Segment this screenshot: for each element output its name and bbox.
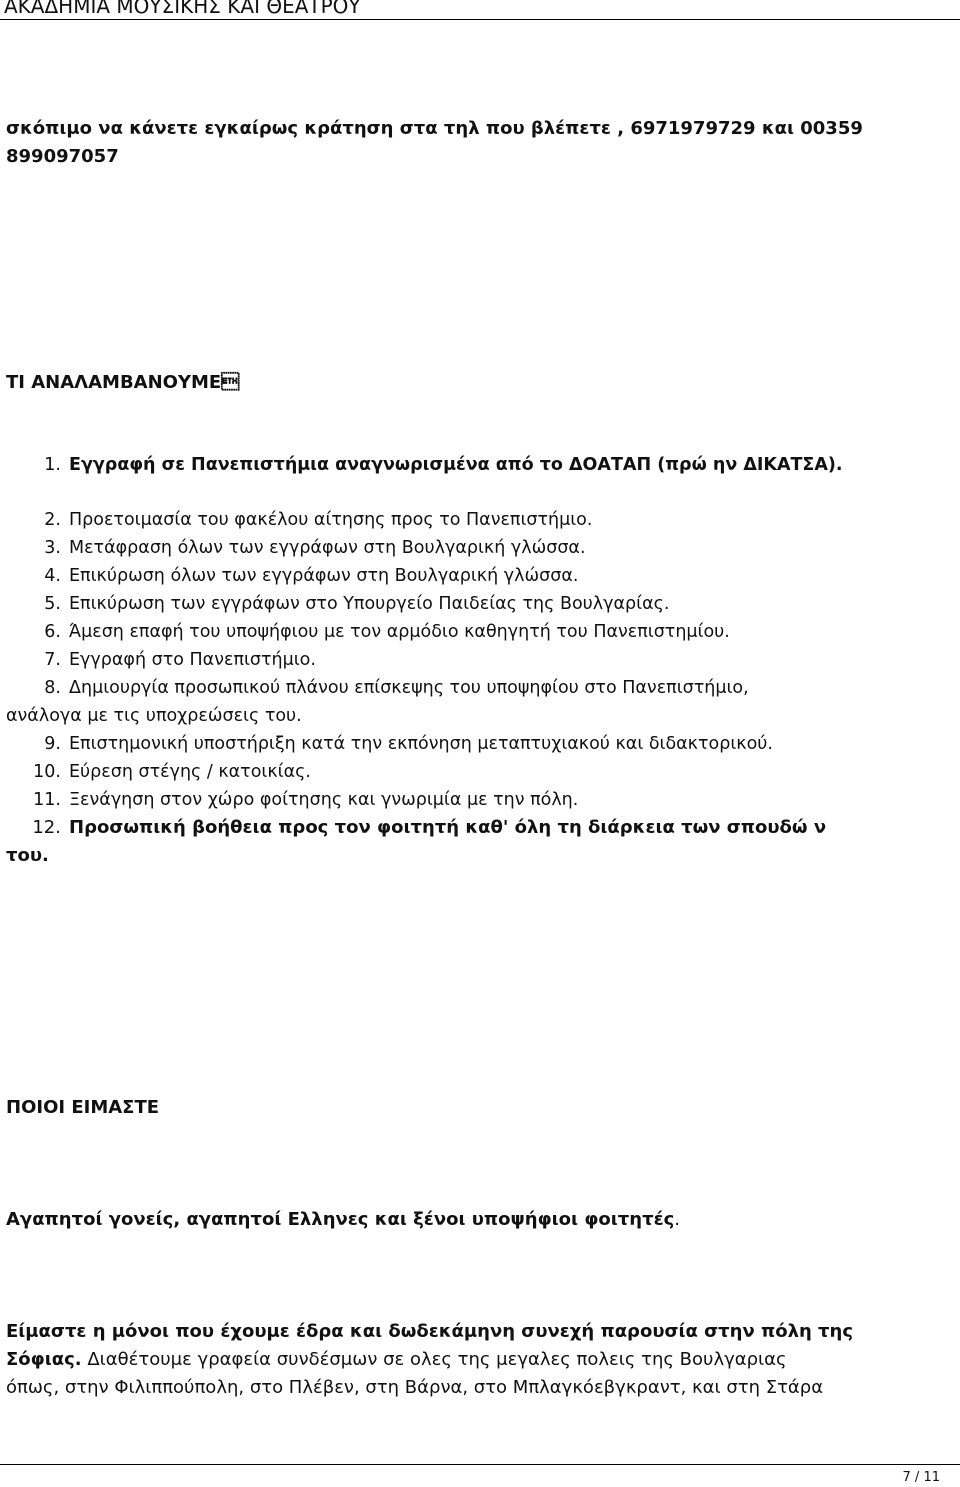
list-item (6, 734, 773, 754)
list-item (6, 510, 592, 530)
city-name: Σόφιας. (6, 1349, 82, 1370)
about-us-heading: ΠΟΙΟΙ ΕΙΜΑΣΤΕ (6, 1097, 160, 1118)
about-paragraph-line-1: Είμαστε η μόνοι που έχουμε έδρα και δωδεκάμηνη συνεχή παρουσία στην πόλη της (6, 1321, 854, 1342)
greeting-end: . (674, 1209, 681, 1230)
list-item-text: Επικύρωση των εγγράφων στο Υπουργείο Παιδείας της Βουλγαρίας. (69, 594, 670, 614)
list-item (6, 538, 586, 558)
list-item-text: Εγγραφή στο Πανεπιστήμιο. (69, 650, 316, 670)
list-item-text: Μετάφραση όλων των εγγράφων στη Βουλγαρική γλώσσα. (69, 538, 586, 558)
list-item (6, 594, 669, 614)
list-item-number: 7. (44, 650, 61, 670)
page-number: 7 / 11 (902, 1470, 940, 1485)
list-item (6, 566, 578, 586)
list-item-text: Δημιουργία προσωπικού πλάνου επίσκεψης του υποψηφίου στο Πανεπιστήμιο, (69, 678, 749, 698)
list-item-text: Προσωπική βοήθεια προς τον φοιτητή καθ' όλη τη διάρκεια των σπουδώ ν (69, 817, 827, 838)
list-item-number: 8. (44, 678, 61, 698)
intro-line-1: σκόπιμο να κάνετε εγκαίρως κράτηση στα τηλ που βλέπετε , 6971979729 και 00359 (6, 118, 863, 139)
list-item-continuation: ανάλογα με τις υποχρεώσεις του. (6, 706, 302, 726)
list-item-text: Εύρεση στέγης / κατοικίας. (69, 762, 311, 782)
list-item-number: 12. (32, 817, 61, 838)
document-header-title: ΑΚΑΔΗΜΙΑ ΜΟΥΣΙΚΗΣ ΚΑΙ ΘΕΑΤΡΟΥ (4, 0, 361, 18)
list-item (6, 622, 730, 642)
list-item-number: 2. (44, 510, 61, 530)
list-item (6, 762, 311, 782)
list-item-number: 1. (44, 455, 61, 475)
list-item-continuation: του. (6, 845, 49, 866)
list-item-text: Εγγραφή σε Πανεπιστήμια αναγνωρισμένα από το ΔΟΑΤΑΠ (πρώ ην ΔΙΚΑΤΣΑ). (69, 455, 843, 475)
list-item (6, 678, 749, 698)
list-item (6, 650, 316, 670)
list-item-number: 9. (44, 734, 61, 754)
list-item-number: 10. (33, 762, 61, 782)
list-item-text: Επιστημονική υποστήριξη κατά την εκπόνηση μεταπτυχιακού και διδακτορικού. (69, 734, 773, 754)
greeting-text: Αγαπητοί γονείς, αγαπητοί Ελληνες και ξένοι υποψήφιοι φοιτητές (6, 1209, 675, 1230)
list-item (6, 455, 843, 475)
footer-divider (0, 1464, 960, 1465)
list-item-number: 6. (44, 622, 61, 642)
list-item-number: 11. (33, 790, 61, 810)
list-item (6, 817, 826, 838)
list-item-number: 5. (44, 594, 61, 614)
list-item-text: Ξενάγηση στον χώρο φοίτησης και γνωριμία με την πόλη. (69, 790, 579, 810)
list-item-text: Επικύρωση όλων των εγγράφων στη Βουλγαρική γλώσσα. (69, 566, 579, 586)
services-heading: ΤΙ ΑΝΑΛΑΜΒΑΝΟΥΜΕ (6, 372, 240, 393)
about-paragraph-line-3: όπως, στην Φιλιππούπολη, στο Πλέβεν, στη Βάρνα, στο Μπλαγκόεβγκραντ, και στη Στάρα (6, 1377, 824, 1398)
intro-line-2: 899097057 (6, 146, 119, 167)
about-paragraph-line-2-rest: Διαθέτουμε γραφεία συνδέσμων σε ολες της μεγαλες πολεις της Βουλγαριας (81, 1349, 787, 1370)
list-item-number: 4. (44, 566, 61, 586)
header-divider (0, 19, 960, 20)
about-paragraph-line-2 (6, 1349, 787, 1370)
list-item-text: Άμεση επαφή του υποψήφιου με τον αρμόδιο καθηγητή του Πανεπιστημίου. (69, 622, 730, 642)
list-item-number: 3. (44, 538, 61, 558)
greeting-line (6, 1209, 680, 1230)
list-item-text: Προετοιμασία του φακέλου αίτησης προς το Πανεπιστήμιο. (69, 510, 593, 530)
list-item (6, 790, 578, 810)
